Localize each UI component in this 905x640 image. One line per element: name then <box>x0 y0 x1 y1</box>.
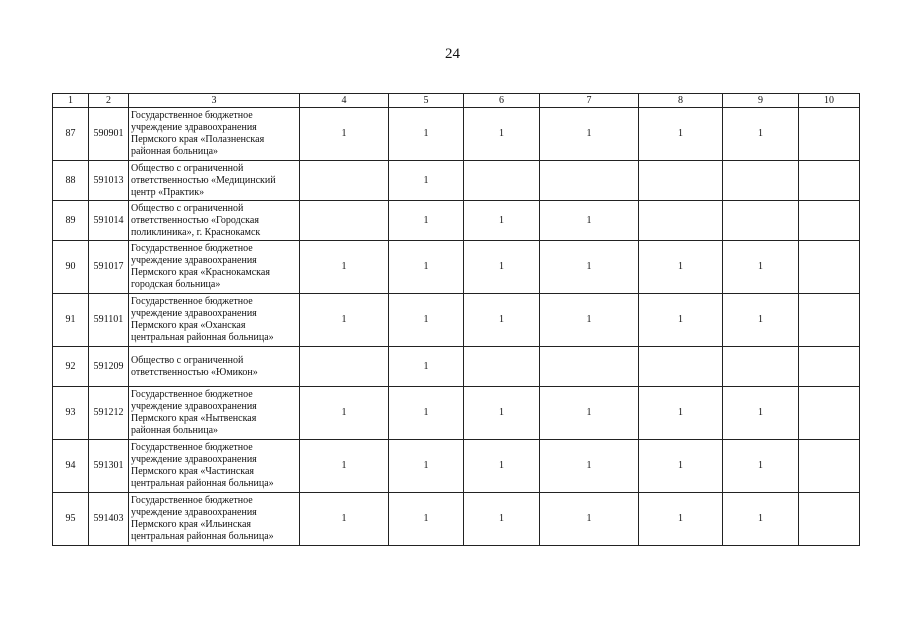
row-number: 87 <box>53 108 89 161</box>
header-cell-8: 8 <box>639 94 723 108</box>
page-number: 24 <box>445 46 460 62</box>
col-5-value: 1 <box>389 440 464 493</box>
col-7-value: 1 <box>540 241 639 294</box>
organization-name: Общество с ограниченной ответственностью «Городская поликлиника», г. Краснокамск <box>129 201 300 241</box>
row-number: 88 <box>53 161 89 201</box>
col-10-value <box>799 201 860 241</box>
organization-code: 591403 <box>89 493 129 546</box>
table-row <box>53 161 860 201</box>
organization-code: 591101 <box>89 294 129 347</box>
row-number: 90 <box>53 241 89 294</box>
col-4-value: 1 <box>300 108 389 161</box>
col-8-value: 1 <box>639 241 723 294</box>
table-row <box>53 387 860 440</box>
row-number: 95 <box>53 493 89 546</box>
table-row <box>53 201 860 241</box>
col-7-value: 1 <box>540 294 639 347</box>
col-4-value <box>300 347 389 387</box>
col-10-value <box>799 440 860 493</box>
header-row <box>53 94 860 108</box>
col-4-value: 1 <box>300 387 389 440</box>
col-10-value <box>799 161 860 201</box>
col-5-value: 1 <box>389 347 464 387</box>
organization-name: Государственное бюджетное учреждение здравоохранения Пермского края «Полазненская районная больница» <box>129 108 300 161</box>
col-8-value: 1 <box>639 294 723 347</box>
table-row <box>53 440 860 493</box>
col-7-value: 1 <box>540 108 639 161</box>
col-10-value <box>799 493 860 546</box>
organization-code: 591212 <box>89 387 129 440</box>
organization-name: Государственное бюджетное учреждение здравоохранения Пермского края «Оханская центральная районная больница» <box>129 294 300 347</box>
col-8-value <box>639 201 723 241</box>
header-cell-7: 7 <box>540 94 639 108</box>
table-row <box>53 108 860 161</box>
row-number: 91 <box>53 294 89 347</box>
header-cell-6: 6 <box>464 94 540 108</box>
row-number: 94 <box>53 440 89 493</box>
organization-code: 591017 <box>89 241 129 294</box>
col-10-value <box>799 108 860 161</box>
col-9-value: 1 <box>723 440 799 493</box>
col-5-value: 1 <box>389 294 464 347</box>
table-row <box>53 241 860 294</box>
col-10-value <box>799 294 860 347</box>
col-5-value: 1 <box>389 493 464 546</box>
col-9-value <box>723 201 799 241</box>
header-cell-2: 2 <box>89 94 129 108</box>
organization-name: Общество с ограниченной ответственностью «Юмикон» <box>129 347 300 387</box>
col-8-value: 1 <box>639 440 723 493</box>
col-9-value: 1 <box>723 108 799 161</box>
col-10-value <box>799 387 860 440</box>
header-cell-3: 3 <box>129 94 300 108</box>
col-5-value: 1 <box>389 108 464 161</box>
col-7-value <box>540 161 639 201</box>
col-6-value: 1 <box>464 440 540 493</box>
col-4-value <box>300 161 389 201</box>
organization-code: 591014 <box>89 201 129 241</box>
col-8-value <box>639 347 723 387</box>
header-cell-5: 5 <box>389 94 464 108</box>
header-cell-1: 1 <box>53 94 89 108</box>
col-9-value: 1 <box>723 493 799 546</box>
row-number: 93 <box>53 387 89 440</box>
col-6-value: 1 <box>464 387 540 440</box>
col-5-value: 1 <box>389 201 464 241</box>
col-10-value <box>799 347 860 387</box>
col-9-value: 1 <box>723 294 799 347</box>
organization-name: Государственное бюджетное учреждение здравоохранения Пермского края «Краснокамская городская больница» <box>129 241 300 294</box>
medical-organizations-table <box>52 93 860 546</box>
col-4-value: 1 <box>300 294 389 347</box>
row-number: 92 <box>53 347 89 387</box>
col-4-value <box>300 201 389 241</box>
col-7-value <box>540 347 639 387</box>
row-number: 89 <box>53 201 89 241</box>
col-8-value: 1 <box>639 493 723 546</box>
col-4-value: 1 <box>300 440 389 493</box>
col-6-value <box>464 161 540 201</box>
organization-code: 590901 <box>89 108 129 161</box>
header-cell-10: 10 <box>799 94 860 108</box>
col-4-value: 1 <box>300 241 389 294</box>
col-5-value: 1 <box>389 161 464 201</box>
col-6-value <box>464 347 540 387</box>
table-row <box>53 347 860 387</box>
col-7-value: 1 <box>540 493 639 546</box>
col-6-value: 1 <box>464 108 540 161</box>
table-row <box>53 294 860 347</box>
header-cell-4: 4 <box>300 94 389 108</box>
table-row <box>53 493 860 546</box>
col-6-value: 1 <box>464 493 540 546</box>
header-cell-9: 9 <box>723 94 799 108</box>
organization-name: Государственное бюджетное учреждение здравоохранения Пермского края «Ильинская центральная районная больница» <box>129 493 300 546</box>
col-5-value: 1 <box>389 241 464 294</box>
col-7-value: 1 <box>540 387 639 440</box>
col-4-value: 1 <box>300 493 389 546</box>
col-7-value: 1 <box>540 440 639 493</box>
col-6-value: 1 <box>464 241 540 294</box>
col-10-value <box>799 241 860 294</box>
organization-name: Государственное бюджетное учреждение здравоохранения Пермского края «Нытвенская районная больница» <box>129 387 300 440</box>
col-6-value: 1 <box>464 201 540 241</box>
organization-name: Общество с ограниченной ответственностью «Медицинский центр «Практик» <box>129 161 300 201</box>
col-9-value <box>723 347 799 387</box>
col-6-value: 1 <box>464 294 540 347</box>
col-8-value: 1 <box>639 108 723 161</box>
col-9-value: 1 <box>723 241 799 294</box>
organization-code: 591013 <box>89 161 129 201</box>
col-7-value: 1 <box>540 201 639 241</box>
organization-code: 591301 <box>89 440 129 493</box>
organization-name: Государственное бюджетное учреждение здравоохранения Пермского края «Частинская центральная районная больница» <box>129 440 300 493</box>
col-8-value <box>639 161 723 201</box>
col-5-value: 1 <box>389 387 464 440</box>
organization-code: 591209 <box>89 347 129 387</box>
col-8-value: 1 <box>639 387 723 440</box>
col-9-value: 1 <box>723 387 799 440</box>
col-9-value <box>723 161 799 201</box>
